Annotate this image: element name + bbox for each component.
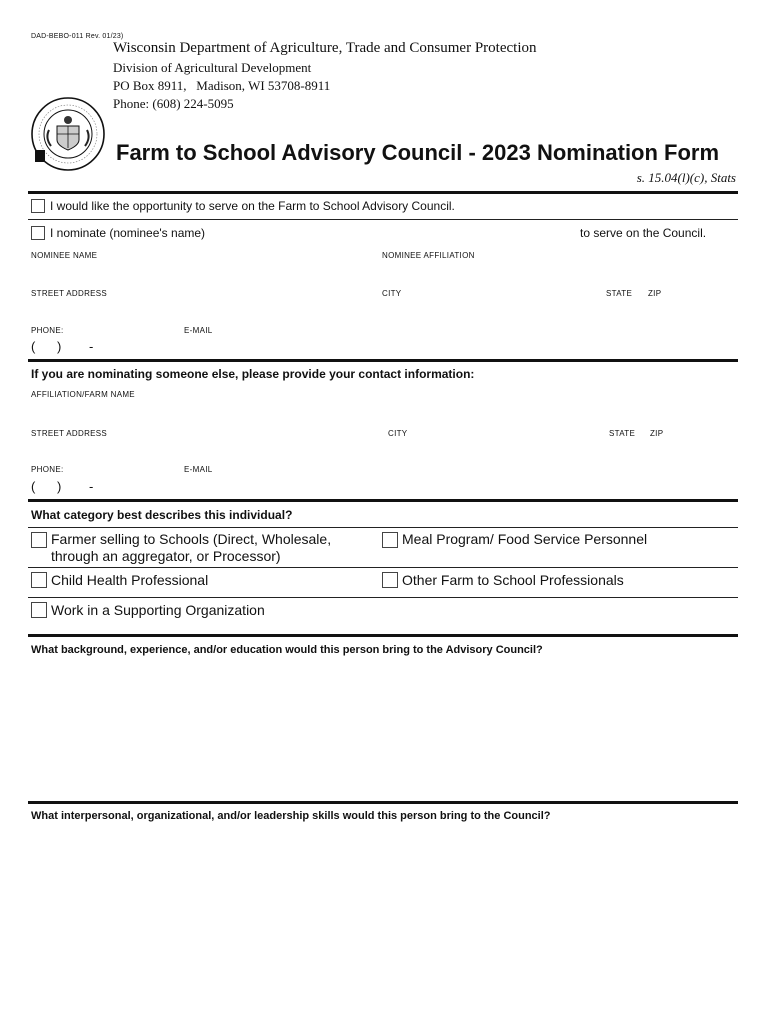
divider (28, 801, 738, 804)
phone-close-paren: ) (57, 479, 62, 494)
category-supporting-org-label: Work in a Supporting Organization (51, 602, 265, 618)
nominee-phone-label: PHONE: (31, 326, 64, 335)
contact-phone-prefix-input[interactable] (64, 479, 88, 495)
contact-phone-line-input[interactable] (96, 479, 176, 495)
category-supporting-org-checkbox[interactable] (31, 602, 47, 618)
nominee-zip-label: ZIP (648, 289, 662, 298)
divider (28, 191, 738, 194)
divider (28, 527, 738, 528)
background-question: What background, experience, and/or education would this person bring to the Advisory Council? (31, 644, 543, 656)
divider (28, 567, 738, 568)
nominee-state-input[interactable] (606, 300, 640, 318)
nominee-phone-area-input[interactable] (38, 339, 56, 355)
category-meal-program-checkbox[interactable] (382, 532, 398, 548)
nominee-affiliation-input[interactable] (382, 262, 732, 280)
category-heading: What category best describes this individual? (31, 508, 293, 522)
nominee-street-input[interactable] (31, 300, 371, 318)
agency-name: Wisconsin Department of Agriculture, Trade and Consumer Protection (113, 40, 537, 56)
page-title: Farm to School Advisory Council - 2023 Nomination Form (116, 140, 720, 165)
contact-street-label: STREET ADDRESS (31, 429, 108, 438)
nominee-city-label: CITY (382, 289, 402, 298)
nominee-affiliation-label: NOMINEE AFFILIATION (382, 251, 475, 260)
phone-close-paren: ) (57, 339, 62, 354)
category-farmer-label-line2: through an aggregator, or Processor) (51, 548, 281, 564)
nominee-phone-line-input[interactable] (96, 339, 176, 355)
contact-email-input[interactable] (184, 479, 734, 495)
contact-zip-input[interactable] (650, 440, 732, 458)
nominee-name-inline-input[interactable] (218, 225, 568, 241)
state-seal-icon (27, 96, 113, 172)
contact-affiliation-label: AFFILIATION/FARM NAME (31, 390, 135, 399)
nominate-other-label: I nominate (nominee's name) (50, 226, 206, 240)
nominee-email-label: E-MAIL (184, 326, 213, 335)
self-nomination-label: I would like the opportunity to serve on the Farm to School Advisory Council. (50, 199, 455, 213)
nominate-other-checkbox[interactable] (31, 226, 45, 240)
divider (28, 219, 738, 220)
category-other-checkbox[interactable] (382, 572, 398, 588)
nominee-street-label: STREET ADDRESS (31, 289, 108, 298)
agency-phone: Phone: (608) 224-5095 (113, 96, 234, 111)
contact-affiliation-input[interactable] (31, 402, 731, 420)
contact-phone-label: PHONE: (31, 465, 64, 474)
phone-dash: - (89, 479, 94, 494)
nominee-name-label: NOMINEE NAME (31, 251, 98, 260)
divider (28, 499, 738, 502)
category-child-health-checkbox[interactable] (31, 572, 47, 588)
form-code: DAD-BEBO-011 Rev. 01/23) (31, 33, 124, 40)
seal-text-top (0, 0, 1, 1)
skills-question: What interpersonal, organizational, and/or leadership skills would this person bring to the Council? (31, 810, 551, 822)
category-child-health-label: Child Health Professional (51, 572, 209, 588)
division-name: Division of Agricultural Development (113, 60, 312, 75)
contact-phone-area-input[interactable] (38, 479, 56, 495)
mailing-address: PO Box 8911, Madison, WI 53708-8911 (113, 78, 331, 93)
nominee-state-label: STATE (606, 289, 633, 298)
nominee-zip-input[interactable] (648, 300, 732, 318)
phone-open-paren: ( (31, 479, 36, 494)
contact-section-heading: If you are nominating someone else, please provide your contact information: (31, 367, 475, 381)
contact-zip-label: ZIP (650, 429, 664, 438)
nominee-email-input[interactable] (184, 339, 734, 355)
contact-state-label: STATE (609, 429, 636, 438)
category-other-label: Other Farm to School Professionals (402, 572, 624, 588)
contact-street-input[interactable] (31, 440, 376, 458)
nominate-suffix: to serve on the Council. (580, 226, 707, 240)
contact-email-label: E-MAIL (184, 465, 213, 474)
self-nomination-checkbox[interactable] (31, 199, 45, 213)
phone-dash: - (89, 339, 94, 354)
divider (28, 359, 738, 362)
contact-city-label: CITY (388, 429, 408, 438)
category-meal-program-label: Meal Program/ Food Service Personnel (402, 531, 648, 547)
nominee-name-input[interactable] (31, 262, 371, 280)
phone-open-paren: ( (31, 339, 36, 354)
nominee-city-input[interactable] (382, 300, 592, 318)
skills-answer-textarea[interactable] (30, 828, 740, 1012)
divider (28, 634, 738, 637)
background-answer-textarea[interactable] (30, 662, 740, 800)
statute-reference: s. 15.04(l)(c), Stats (636, 170, 736, 185)
divider (28, 597, 738, 598)
contact-state-input[interactable] (609, 440, 643, 458)
category-farmer-checkbox[interactable] (31, 532, 47, 548)
nominee-phone-prefix-input[interactable] (64, 339, 88, 355)
category-farmer-label-line1: Farmer selling to Schools (Direct, Wholesale, (51, 531, 332, 547)
contact-city-input[interactable] (388, 440, 596, 458)
